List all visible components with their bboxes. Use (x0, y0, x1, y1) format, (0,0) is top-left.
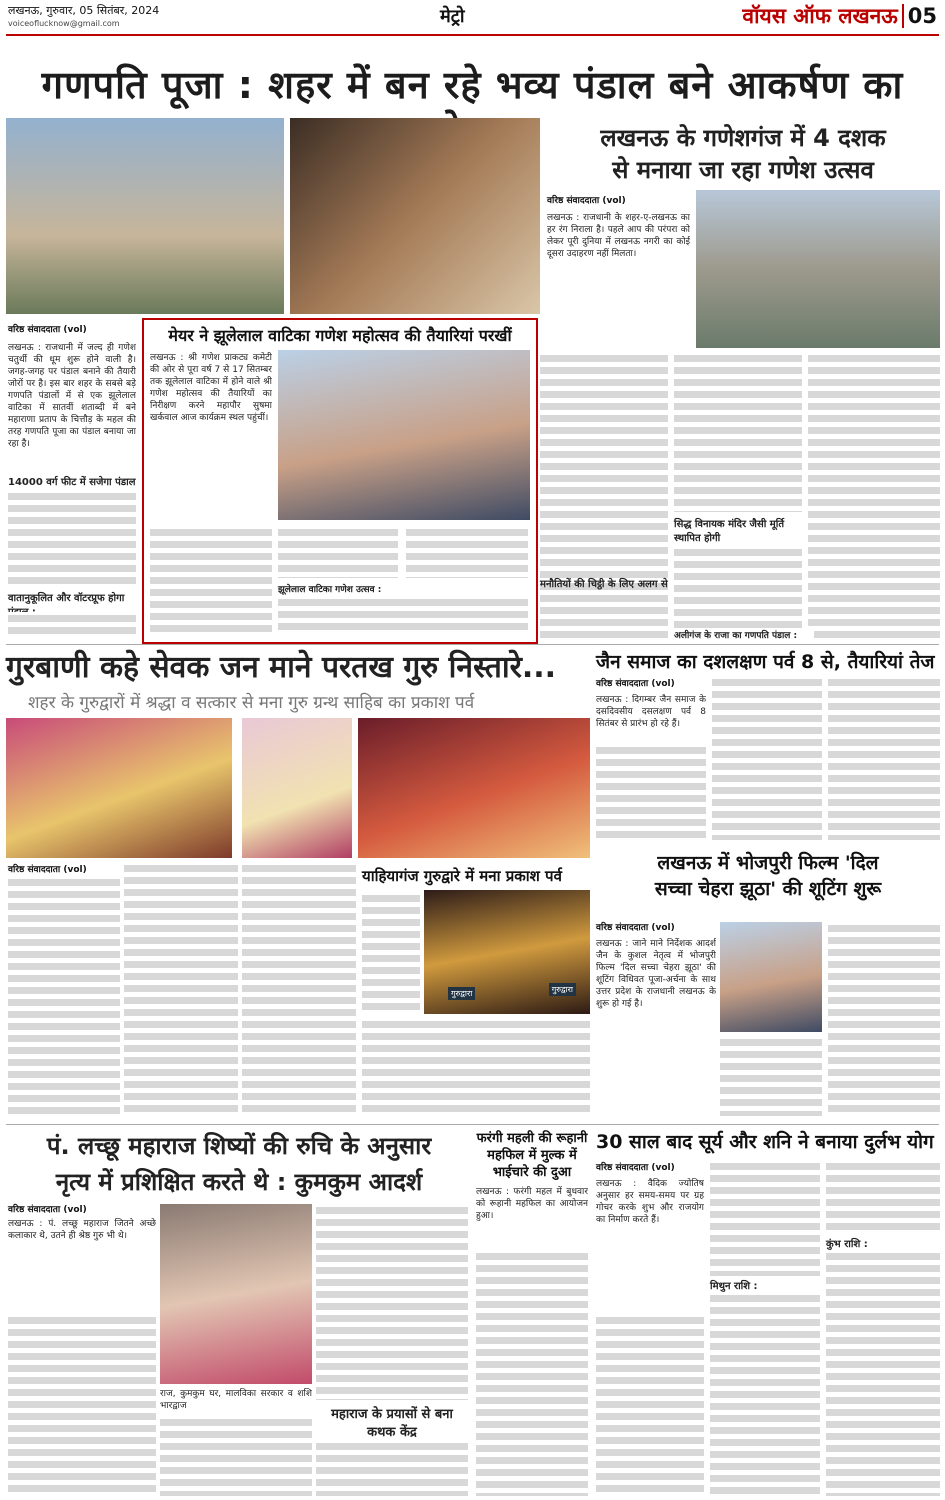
mayor-text-col3 (406, 526, 528, 578)
ganeshganj-subhead3: अलीगंज के राजा का गणपति पंडाल : (674, 628, 814, 641)
ganeshganj-headline (552, 122, 934, 186)
farangi-text-col (476, 1250, 588, 1496)
divider-2 (6, 1124, 939, 1125)
top-byline: वरिष्ठ संवाददाता (vol) (8, 325, 87, 335)
jain-text-col3 (828, 676, 940, 840)
bhojpuri-headline (596, 850, 940, 902)
bhojpuri-photo (720, 922, 822, 1032)
gurbani-byline: वरिष्ठ संवाददाता (vol) (8, 865, 87, 875)
kathak-text-col1 (8, 1314, 156, 1496)
mayor-headline: मेयर ने झूलेलाल वाटिका गणेश महोत्सव की तैयारियां परखीं (168, 326, 512, 345)
kumkum-photo (160, 1204, 312, 1384)
top-subhead2: वातानुकूलित और वॉटरप्रूफ होगा (8, 593, 125, 604)
surya-text-col5 (826, 1250, 940, 1496)
kathak-text-col2 (160, 1416, 312, 1496)
ganeshganj-text-col3 (674, 546, 802, 638)
ganeshganj-headline-line1: लखनऊ के गणेशगंज में 4 दशक (600, 124, 886, 152)
gurudwara-sign-right: गुरुद्वारा (549, 983, 576, 996)
kathak-headline-line2: नृत्य में प्रशिक्षित करते थे : कुमकुम आदर्श (55, 1168, 423, 1196)
farangi-headline-line3: भाईचारे की दुआ (492, 1165, 572, 1180)
farangi-lead: लखनऊ : फरंगी महल में बुधवार को रूहानी महफिल का आयोजन हुआ। (476, 1187, 588, 1221)
bhojpuri-headline-line1: लखनऊ में भोजपुरी फिल्म 'दिल (657, 852, 879, 874)
mayor-photo (278, 350, 530, 520)
page-number: 05 (902, 4, 937, 28)
yahiyaganj-text-col (362, 892, 420, 1012)
bhojpuri-lead: लखनऊ : जाने माने निर्देशक आदर्श जैन के कुशल नेतृत्व में भोजपुरी फिल्म 'दिल सच्चा चेहरा झूठा' की शूटिंग विधिवत पूजा-अर्चना के साथ उत्तर प्रदेश के राजधानी लखनऊ के शुरू हो गई है। (596, 939, 716, 1009)
mayor-text-col4 (278, 596, 528, 634)
gurbani-text-col2 (124, 862, 238, 1116)
kathak-subhead: महाराज के प्रयासों से बना कथक केंद्र (331, 1407, 453, 1440)
top-headline: गणपति पूजा : शहर में बन रहे भव्य पंडाल बने आकर्षण का (41, 63, 904, 107)
jain-byline: वरिष्ठ संवाददाता (vol) (596, 679, 675, 689)
bhojpuri-text-col2 (720, 1036, 822, 1116)
pandal-photo (6, 118, 284, 314)
ganeshganj-subhead1: मनौतियों की चिट्ठी के लिए अलग से (540, 579, 668, 590)
surya-subhead2: कुंभ राशि : (826, 1239, 868, 1250)
mayor-text-col2 (278, 526, 398, 578)
yahiyaganj-photo (424, 890, 590, 1014)
kathak-text-col4 (316, 1440, 468, 1496)
ganeshganj-headline-line2: से मनाया जा रहा गणेश उत्सव (612, 156, 874, 184)
divider-1 (6, 644, 939, 645)
paper-name: वॉयस ऑफ लखनऊ (742, 4, 898, 28)
ganeshganj-lead: लखनऊ : राजधानी के शहर-ए-लखनऊ का हर रंग निराला है। पहले आप की परंपरा को लेकर पूरी दुनिया में लखनऊ नगरी का कोई दूसरा उदाहरण नहीं मिलता। (547, 213, 690, 259)
kathak-photo-caption: राज, कुमकुम घर, मालविका सरकार व शशि भारद्वाज (160, 1389, 312, 1411)
top-lead: लखनऊ : राजधानी में जल्द ही गणेश चतुर्थी की धूम शुरू होने वाली है। जगह-जगह पर पंडाल बनाने की तैयारी जोरों पर है। इस बार शहर के सबसे बड़े गणपति पंडालों में से एक झूलेलाल वाटिका में सातवीं शताब्दी में बने महाराणा प्रताप के चित्तौड़ के महल की तरह गणपति पूजा का पंडाल बनाया जा रहा है। (8, 343, 136, 449)
ganeshganj-photo (696, 190, 940, 348)
kathak-headline-line1: पं. लच्छू महाराज शिष्यों की रुचि के अनुसार (46, 1132, 432, 1160)
jain-text-col2 (712, 676, 822, 840)
gurbani-headline: गुरबाणी कहे सेवक जन माने परतख गुरु निस्तारे... (6, 650, 557, 685)
ganesh-idol-photo (290, 118, 540, 314)
header-rule (6, 34, 939, 36)
jain-text-col1 (596, 744, 706, 840)
gurbani-text-col1 (8, 876, 120, 1116)
email-text: voiceoflucknow@gmail.com (8, 19, 120, 28)
surya-byline: वरिष्ठ संवाददाता (vol) (596, 1163, 675, 1173)
procession-photo (6, 718, 232, 858)
guru-granth-photo (242, 718, 352, 858)
top-text-block3 (540, 352, 668, 638)
kathak-lead: लखनऊ : पं. लच्छू महाराज जितने अच्छे कलाकार थे, उतने ही श्रेष्ठ गुरु भी थे। (8, 1219, 156, 1241)
surya-subhead1: मिथुन राशि : (710, 1281, 758, 1292)
gurbani-subheadline: शहर के गुरुद्वारों में श्रद्धा व सत्कार से मना गुरु ग्रन्थ साहिब का प्रकाश पर्व (28, 693, 475, 713)
dateline-text: लखनऊ, गुरुवार, 05 सितंबर, 2024 (8, 4, 160, 17)
gurudwara-sign-left: गुरुद्वारा (448, 987, 475, 1000)
top-text-block2 (8, 612, 136, 638)
surya-text-col3 (710, 1292, 820, 1496)
section-name: मेट्रो (440, 6, 465, 27)
mayor-lead: लखनऊ : श्री गणेश प्राकट्य कमेटी की ओर से पूरा वर्ष 7 से 17 सितम्बर तक झूलेलाल वाटिका में होने वाले श्री गणेश महोत्सव की तैयारियों का निरीक्षण करने महापौर सुषमा खर्कवाल आज कार्यक्रम स्थल पहुंचीं। (150, 353, 272, 423)
surya-text-col1 (596, 1314, 704, 1496)
masthead (742, 2, 937, 30)
jain-headline: जैन समाज का दशलक्षण पर्व 8 से, तैयारियां तेज (596, 651, 935, 673)
kathak-headline (6, 1128, 472, 1200)
gurbani-text-col3 (242, 862, 356, 1116)
mayor-text-col1 (150, 526, 272, 634)
kathak-byline: वरिष्ठ संवाददाता (vol) (8, 1205, 87, 1215)
surya-lead: लखनऊ : वैदिक ज्योतिष अनुसार हर समय-समय पर ग्रह गोचर करके शुभ और राजयोग का निर्माण करते हैं। (596, 1179, 704, 1225)
top-text-block1 (8, 490, 136, 588)
mayor-subhead: झूलेलाल वाटिका गणेश उत्सव : (278, 585, 382, 595)
surya-text-col4 (826, 1160, 940, 1234)
yahiyaganj-text-bottom (362, 1018, 590, 1116)
farangi-headline-line2: महफिल में मुल्क में (487, 1148, 577, 1163)
kirtan-photo (358, 718, 590, 858)
ganeshganj-text-col2 (674, 352, 802, 512)
surya-text-col2 (710, 1160, 820, 1276)
ganeshganj-text-col4 (808, 352, 940, 638)
bhojpuri-byline: वरिष्ठ संवाददाता (vol) (596, 923, 675, 933)
mayor-story-box (142, 318, 538, 644)
farangi-headline-line1: फरंगी महली की रूहानी (476, 1131, 588, 1146)
top-subhead1: 14000 वर्ग फीट में सजेगा पंडाल (8, 477, 136, 488)
dateline (8, 4, 159, 30)
ganeshganj-subhead2: सिद्ध विनायक मंदिर जैसी मूर्ति स्थापित होगी (674, 519, 785, 544)
jain-lead: लखनऊ : दिगम्बर जैन समाज के दसदिवसीय दसलक्षण पर्व 8 सितंबर से प्रारंभ हो रहे हैं। (596, 695, 706, 729)
yahiyaganj-headline: याहियागंज गुरुद्वारे में मना प्रकाश पर्व (362, 867, 562, 885)
ganeshganj-byline: वरिष्ठ संवाददाता (vol) (547, 196, 626, 206)
bhojpuri-text-col3 (828, 922, 940, 1116)
bhojpuri-headline-line2: सच्चा चेहरा झूठा' की शूटिंग शुरू (654, 878, 882, 900)
kathak-text-col3 (316, 1204, 468, 1400)
surya-headline: 30 साल बाद सूर्य और शनि ने बनाया दुर्लभ योग (596, 1131, 934, 1153)
farangi-headline (476, 1130, 588, 1181)
